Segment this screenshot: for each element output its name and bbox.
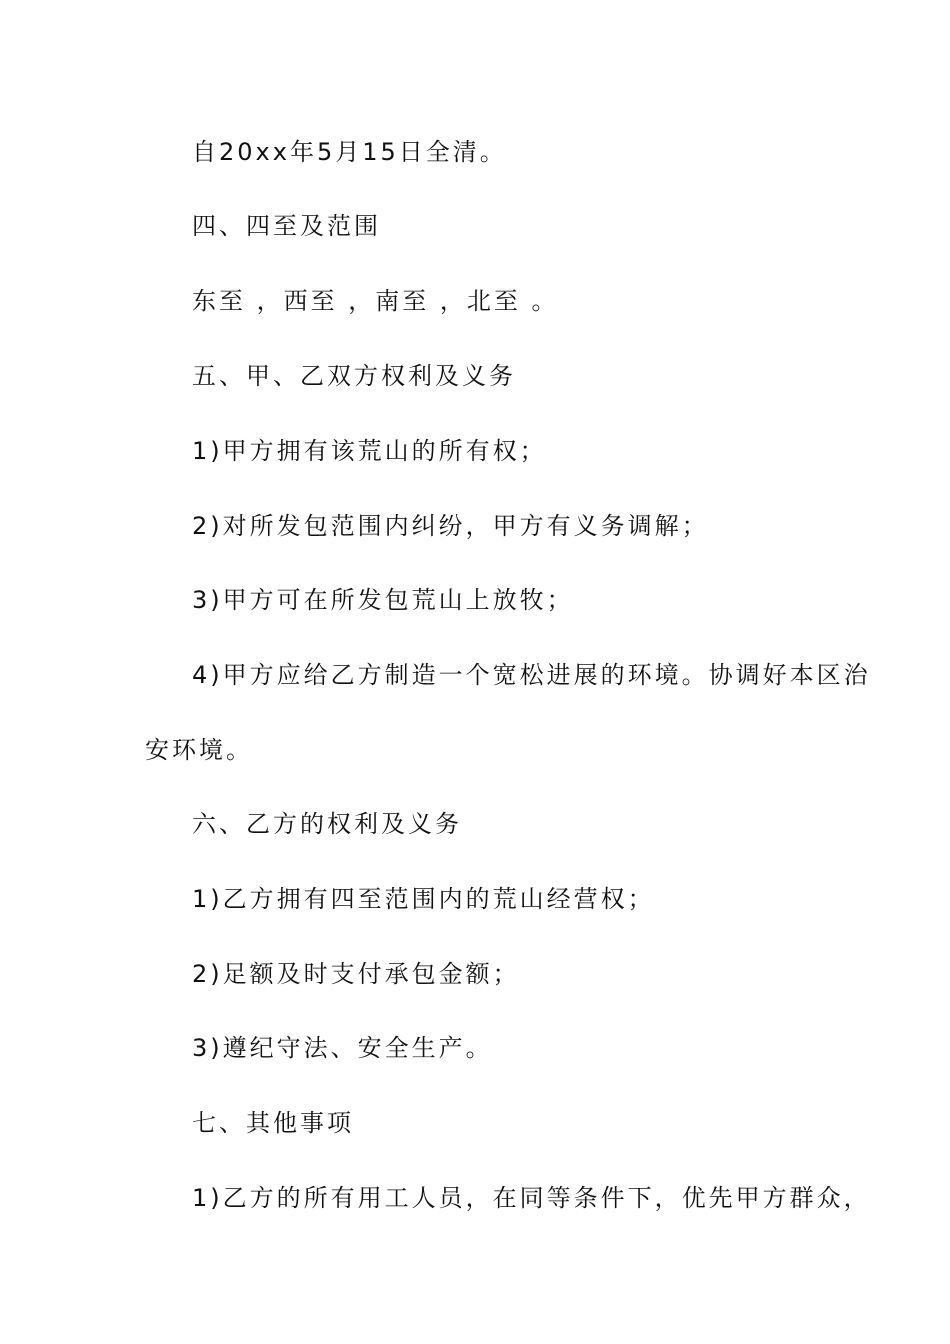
paragraph-date-settlement: 自20xx年5月15日全清。 xyxy=(192,138,507,166)
list-item-party-a-4-continued: 安环境。 xyxy=(145,736,253,764)
section-heading-rights-party-b: 六、乙方的权利及义务 xyxy=(192,810,462,838)
section-heading-other-matters: 七、其他事项 xyxy=(192,1109,354,1137)
section-heading-boundaries: 四、四至及范围 xyxy=(192,212,381,240)
list-item-party-a-1: 1)甲方拥有该荒山的所有权； xyxy=(192,437,547,465)
list-item-party-a-2: 2)对所发包范围内纠纷，甲方有义务调解； xyxy=(192,512,709,540)
list-item-party-b-3: 3)遵纪守法、安全生产。 xyxy=(192,1034,493,1062)
list-item-other-1: 1)乙方的所有用工人员，在同等条件下，优先甲方群众， xyxy=(192,1184,871,1212)
list-item-party-a-3: 3)甲方可在所发包荒山上放牧； xyxy=(192,586,574,614)
paragraph-boundaries: 东至 ，西至 ，南至 ，北至 。 xyxy=(192,287,559,315)
list-item-party-b-1: 1)乙方拥有四至范围内的荒山经营权； xyxy=(192,885,655,913)
section-heading-rights-both: 五、甲、乙双方权利及义务 xyxy=(192,362,516,390)
list-item-party-a-4: 4)甲方应给乙方制造一个宽松进展的环境。协调好本区治 xyxy=(192,661,871,689)
list-item-party-b-2: 2)足额及时支付承包金额； xyxy=(192,960,520,988)
